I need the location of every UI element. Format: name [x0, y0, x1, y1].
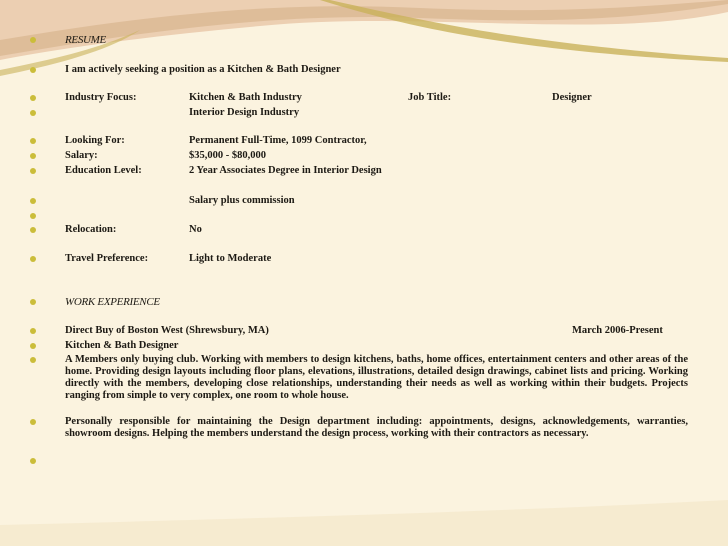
bullet-icon: [30, 458, 36, 464]
salary-label: Salary:: [65, 150, 98, 161]
job-description-1: [30, 354, 688, 402]
industry-focus-value-2: Interior Design Industry: [189, 107, 300, 118]
travel-label: Travel Preference:: [65, 253, 149, 264]
relocation-label: Relocation:: [65, 224, 117, 235]
bullet-icon: [30, 343, 36, 349]
bullet-icon: [30, 168, 36, 174]
job-description-1-text: A Members only buying club. Working with members to design kitchens, baths, home offices, entertainment centers and other areas of the home. Providing design layouts including floor plans, elevations, illustrations, detailed design drawings, cabinet lists and pricing. Working directly with the members, developing close relationships, understanding their needs as well as working within their budgets. Projects ranging from simple to very complex, one room to whole house.: [65, 354, 688, 401]
bullet-icon: [30, 256, 36, 262]
bullet-icon: [30, 67, 36, 73]
employment-dates: March 2006-Present: [572, 325, 663, 336]
work-experience-heading: WORK EXPERIENCE: [65, 296, 160, 308]
bullet-icon: [30, 357, 36, 363]
objective-text: I am actively seeking a position as a Kitchen & Bath Designer: [65, 64, 341, 75]
bullet-icon: [30, 328, 36, 334]
job-title-value: Designer: [552, 92, 592, 103]
employer-name: Direct Buy of Boston West (Shrewsbury, MA): [65, 325, 269, 336]
bullet-icon: [30, 419, 36, 425]
bullet-icon: [30, 138, 36, 144]
bullet-icon: [30, 110, 36, 116]
industry-focus-label: Industry Focus:: [65, 92, 137, 103]
resume-heading: RESUME: [65, 34, 106, 46]
job-description-2-text: Personally responsible for maintaining the Design department including: appointments, designs, acknowledgements, warranties, showroom designs. Helping the members understand the design process, working with their contractors as necessary.: [65, 416, 688, 439]
education-value: 2 Year Associates Degree in Interior Design: [189, 165, 382, 176]
bullet-icon: [30, 198, 36, 204]
industry-focus-value: Kitchen & Bath Industry: [189, 92, 302, 103]
education-label: Education Level:: [65, 165, 142, 176]
bullet-icon: [30, 213, 36, 219]
bullet-icon: [30, 37, 36, 43]
job-title-label: Job Title:: [408, 92, 452, 103]
bullet-icon: [30, 95, 36, 101]
bullet-icon: [30, 227, 36, 233]
bullet-icon: [30, 153, 36, 159]
looking-for-value: Permanent Full-Time, 1099 Contractor,: [189, 135, 367, 146]
job-title: Kitchen & Bath Designer: [65, 340, 179, 351]
relocation-value: No: [189, 224, 202, 235]
salary-note: Salary plus commission: [189, 195, 295, 206]
travel-value: Light to Moderate: [189, 253, 272, 264]
salary-value: $35,000 - $80,000: [189, 150, 266, 161]
job-description-2: [30, 416, 688, 440]
bullet-icon: [30, 299, 36, 305]
looking-for-label: Looking For:: [65, 135, 125, 146]
